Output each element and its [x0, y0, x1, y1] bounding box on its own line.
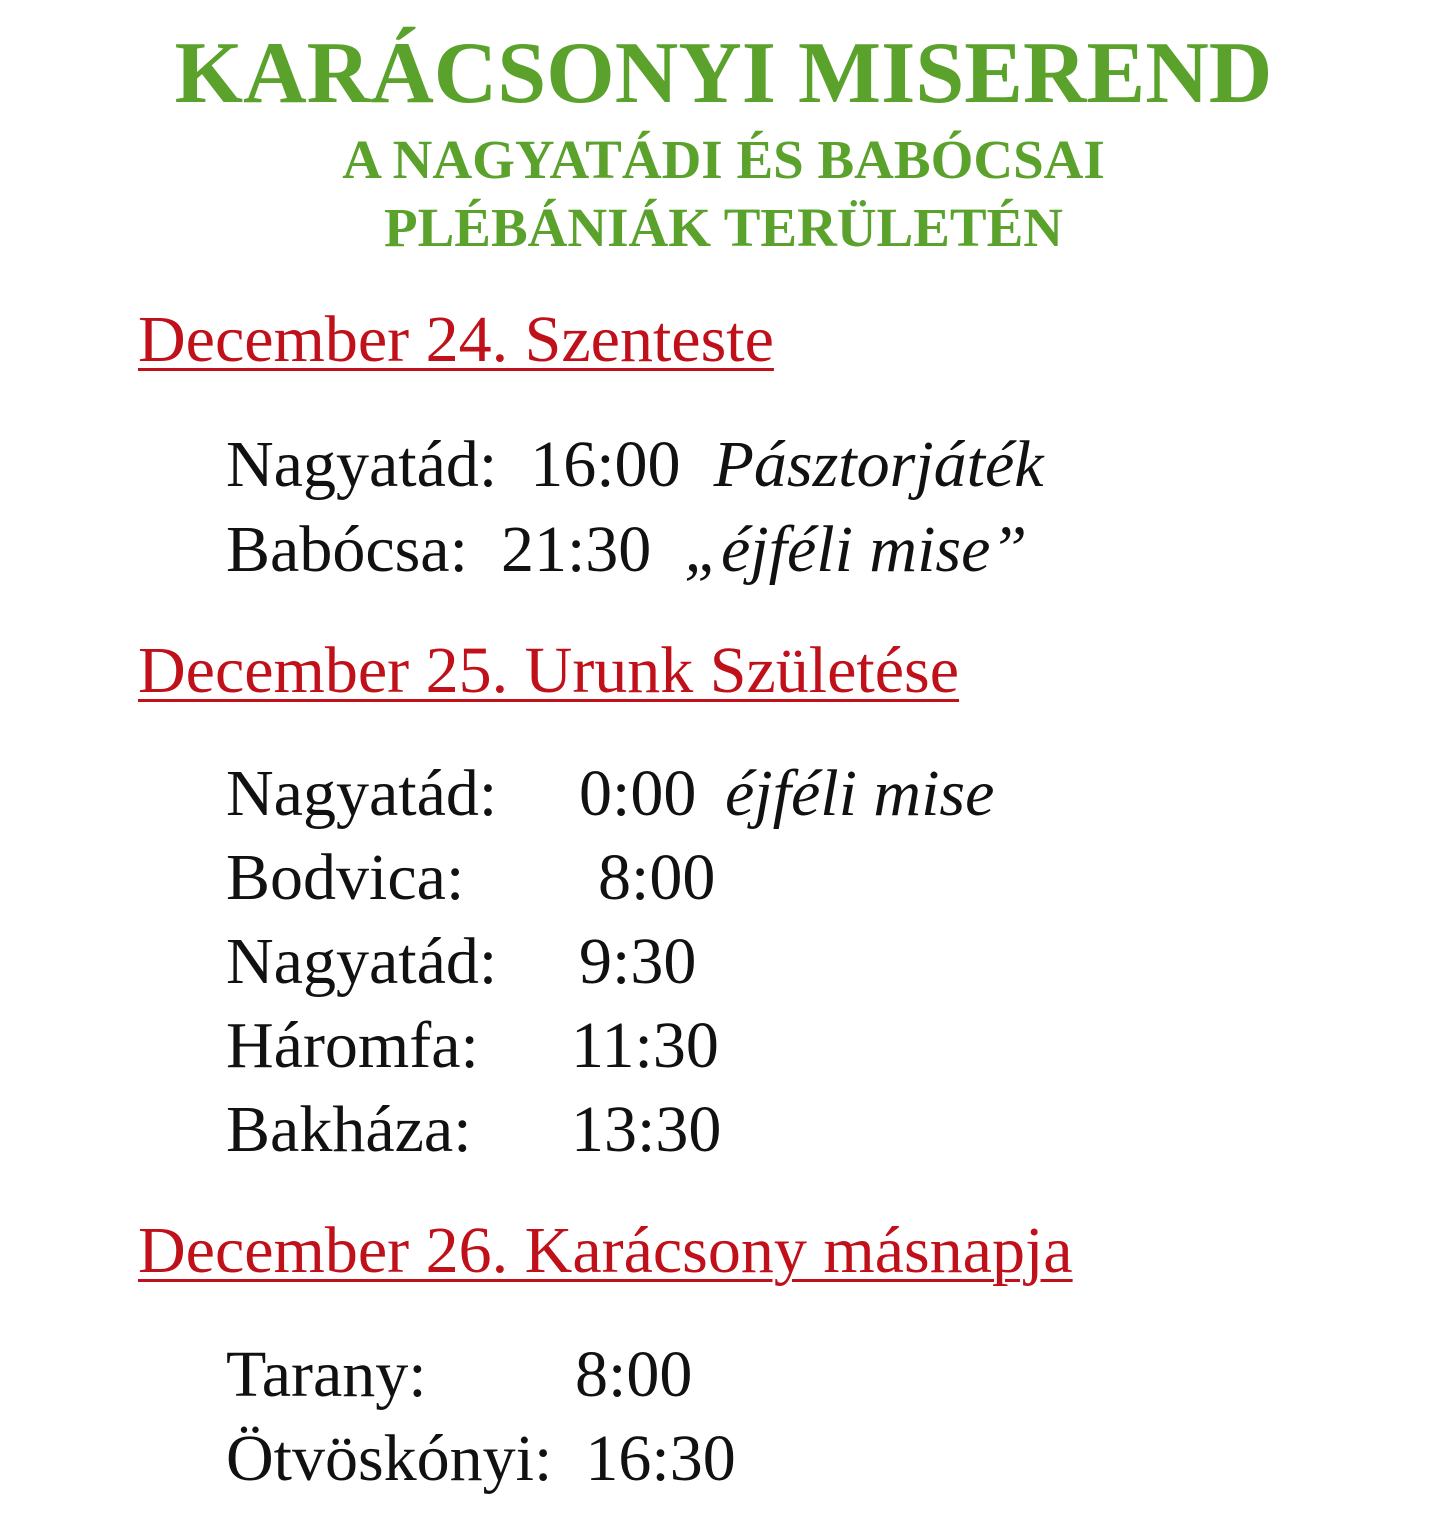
mass-time: 9:30 [579, 925, 697, 998]
subtitle-line-2: PLÉBÁNIÁK TERÜLETÉN [383, 197, 1063, 258]
place-label: Háromfa: [226, 1009, 479, 1082]
mass-time: 11:30 [571, 1009, 719, 1082]
schedule-row [226, 512, 1027, 588]
mass-time: 0:00 [579, 757, 697, 830]
place-label: Tarany: [226, 1338, 427, 1411]
mass-time: 8:00 [575, 1338, 693, 1411]
place-label: Nagyatád: [226, 925, 498, 998]
place-label: Babócsa: [226, 513, 468, 586]
schedule-row [226, 427, 1044, 503]
section-heading-dec-26: December 26. Karácsony másnapja [138, 1214, 1073, 1287]
place-label: Nagyatád: [226, 757, 498, 830]
subtitle-line-1: A NAGYATÁDI ÉS BABÓCSAI [342, 129, 1105, 190]
place-label: Ötvöskónyi: [226, 1422, 553, 1495]
mass-time: 16:30 [585, 1422, 736, 1495]
mass-time: 21:30 [500, 513, 652, 586]
place-label: Bodvica: [226, 841, 465, 914]
section-heading-dec-25: December 25. Urunk Születése [138, 634, 960, 707]
mass-note: Pásztorjáték [713, 428, 1044, 501]
schedule-row [226, 1421, 736, 1497]
section-heading-dec-24: December 24. Szenteste [138, 303, 774, 376]
mass-time: 13:30 [571, 1093, 722, 1166]
mass-note: éjféli mise [725, 757, 995, 830]
place-label: Nagyatád: [226, 428, 498, 501]
mass-time: 8:00 [598, 841, 716, 914]
page-title: KARÁCSONYI MISEREND [174, 25, 1273, 122]
place-label: Bakháza: [226, 1093, 472, 1166]
mass-time: 16:00 [530, 428, 681, 501]
mass-note: „éjféli mise” [684, 513, 1028, 586]
